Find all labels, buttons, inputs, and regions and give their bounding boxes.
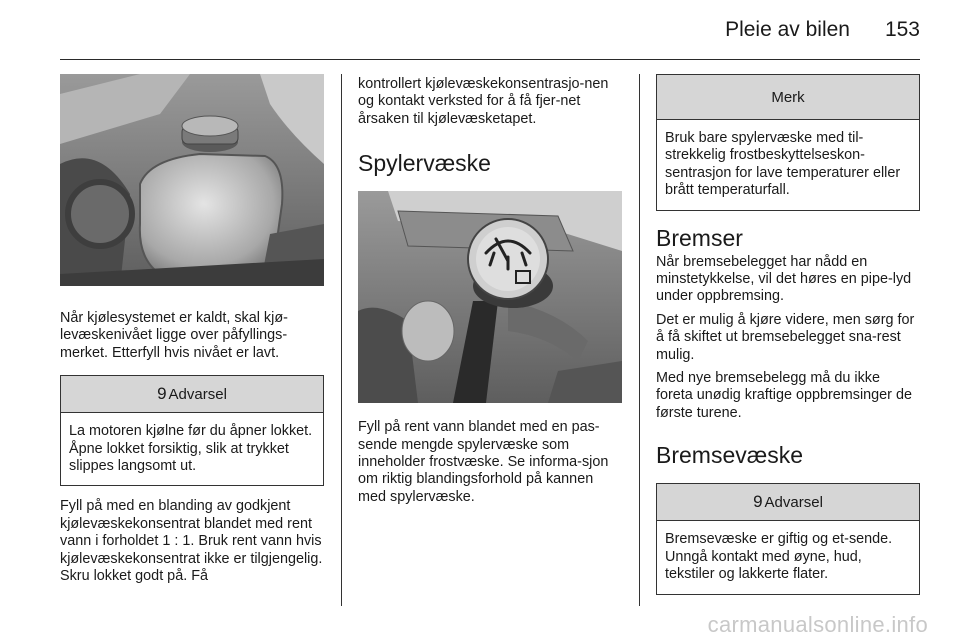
warning-icon: 9 [157,384,167,404]
note-title: Merk [771,88,805,106]
section-heading-washer-fluid: Spylervæske [358,150,491,177]
column-right [656,74,920,595]
page-number: 153 [884,18,920,41]
watermark: carmanualsonline.info [707,612,928,637]
section-heading-brakes: Bremser [656,224,743,251]
coolant-reservoir-photo [60,74,324,286]
warning-icon: 9 [753,492,763,512]
coolant-check-paragraph: kontrollert kjølevæskekonsentrasjo-nen og kontakt verksted for å få fjer-net årsaken til kjølevæsketapet. [358,76,609,127]
coolant-level-paragraph: Når kjølesystemet er kaldt, skal kjø-levæskenivået ligge over påfyllings-merket. Etterfyll hvis nivået er lavt. [60,310,288,361]
warning-box-header [657,484,919,521]
warning-box-brake-fluid [656,483,920,594]
note-text: Bruk bare spylervæske med til-strekkelig frostbeskyttelseskon-sentrasjon for lave temperaturer eller brått temperaturfall. [665,130,901,199]
page-header [0,0,960,60]
brakes-paragraph-1: Når bremsebelegget har nådd en minstetykkelse, vil det høres en pipe-lyd under oppbremsing. [656,253,912,305]
column-divider-right [639,74,640,606]
washer-fluid-photo [358,191,622,403]
column-middle [358,74,622,506]
column-left [60,74,324,585]
column-divider-left [341,74,342,606]
warning-text: Bremsevæske er giftig og et-sende. Unngå kontakt med øyne, hud, tekstiler og lakkerte flater. [665,531,893,583]
section-heading-brake-fluid: Bremsevæske [656,442,803,469]
note-box-header [657,75,919,120]
brakes-paragraph-3: Med nye bremsebelegg må du ikke foreta unødig kraftige oppbremsinger de første turene. [656,370,912,421]
washer-fill-paragraph: Fyll på rent vann blandet med en pas-sende mengde spylervæske som inneholder frostvæske. Se informa-sjon om riktig blandingsforhold på kannen med spylervæske. [358,419,609,505]
warning-title: Advarsel [764,493,823,511]
note-box-washer [656,74,920,211]
warning-text: La motoren kjølne før du åpner lokket. Åpne lokket forsiktig, slik at trykket slippes langsomt ut. [69,423,313,475]
warning-box-header [61,376,323,413]
header-rule [60,59,920,60]
warning-title: Advarsel [168,385,227,403]
page-title: Pleie av bilen [725,18,850,41]
brakes-paragraph-2: Det er mulig å kjøre videre, men sørg for å få skiftet ut bremsebelegget sna-rest mulig. [656,311,915,363]
coolant-mix-paragraph: Fyll på med en blanding av godkjent kjølevæskekonsentrat blandet med rent vann i forholdet 1 : 1. Bruk rent vann hvis kjølevæskekonsentrat ikke er tilgjengelig. Skru lokket godt på. Få [60,498,323,585]
warning-box-coolant [60,375,324,486]
coolant-reservoir-illustration [60,74,324,286]
washer-fluid-illustration [358,191,622,403]
